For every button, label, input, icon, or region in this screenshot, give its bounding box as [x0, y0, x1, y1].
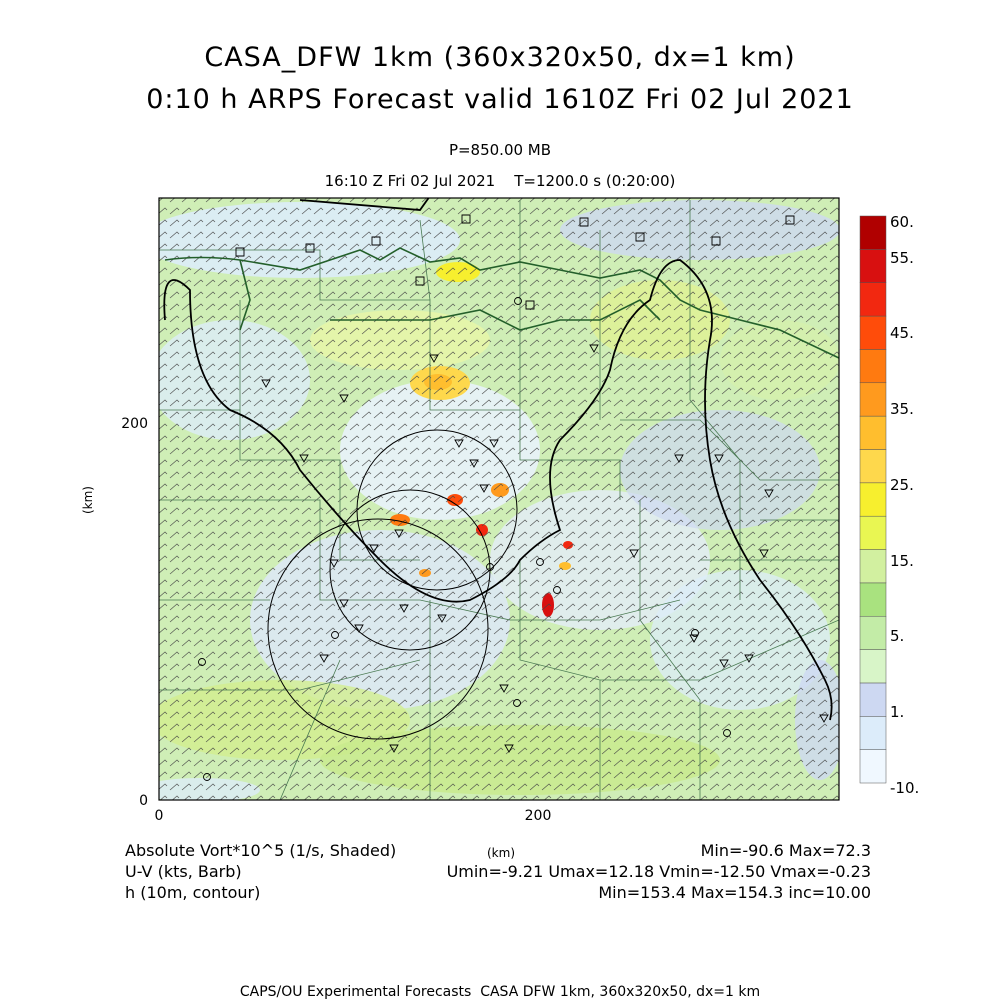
colorbar-swatch: [860, 283, 886, 316]
colorbar-swatch: [860, 483, 886, 516]
colorbar-swatch: [860, 716, 886, 749]
colorbar-swatch: [860, 349, 886, 382]
y-axis-label: (km): [81, 485, 95, 515]
colorbar-swatch: [860, 750, 886, 783]
colorbar-swatch: [860, 416, 886, 449]
colorbar-swatch: [860, 316, 886, 349]
title-line-1: CASA_DFW 1km (360x320x50, dx=1 km): [204, 42, 796, 73]
colorbar: [860, 213, 919, 797]
colorbar-label: 25.: [890, 476, 914, 494]
colorbar-swatch: [860, 383, 886, 416]
x-axis-label: (km): [487, 846, 516, 860]
colorbar-label: 5.: [890, 627, 905, 645]
colorbar-swatch: [860, 683, 886, 716]
colorbar-swatch: [860, 516, 886, 549]
credit-line: CAPS/OU Experimental Forecasts CASA DFW 1km, 360x320x50, dx=1 km: [239, 984, 761, 1000]
vorticity-stats: Min=-90.6 Max=72.3: [700, 841, 871, 860]
colorbar-swatch: [860, 650, 886, 683]
colorbar-swatch: [860, 449, 886, 482]
height-stats: Min=153.4 Max=154.3 inc=10.00: [598, 883, 871, 902]
x-tick-200: 200: [524, 808, 552, 824]
colorbar-swatch: [860, 216, 886, 249]
colorbar-label: -10.: [890, 779, 920, 797]
y-tick-0: 0: [139, 793, 148, 809]
colorbar-swatch: [860, 249, 886, 282]
colorbar-label: 60.: [890, 213, 914, 231]
colorbar-label: 1.: [890, 703, 905, 721]
colorbar-swatch: [860, 550, 886, 583]
colorbar-label: 35.: [890, 400, 914, 418]
title-line-2: 0:10 h ARPS Forecast valid 1610Z Fri 02 Jul 2021: [146, 84, 854, 115]
y-tick-200: 200: [121, 416, 148, 432]
legend-field-wind: U-V (kts, Barb): [125, 862, 242, 881]
legend-field-height: h (10m, contour): [125, 883, 261, 902]
valid-time: 16:10 Z Fri 02 Jul 2021 T=1200.0 s (0:20:00): [324, 172, 676, 190]
colorbar-swatch: [860, 616, 886, 649]
x-tick-0: 0: [154, 808, 164, 824]
wind-stats: Umin=-9.21 Umax=12.18 Vmin=-12.50 Vmax=-0.23: [446, 862, 871, 881]
colorbar-label: 45.: [890, 324, 914, 342]
colorbar-swatch: [860, 583, 886, 616]
colorbar-label: 15.: [890, 552, 914, 570]
colorbar-label: 55.: [890, 249, 914, 267]
legend-field-vorticity: Absolute Vort*10^5 (1/s, Shaded): [125, 841, 397, 860]
pressure-level: P=850.00 MB: [448, 141, 552, 159]
wind-barbs: [159, 198, 839, 800]
